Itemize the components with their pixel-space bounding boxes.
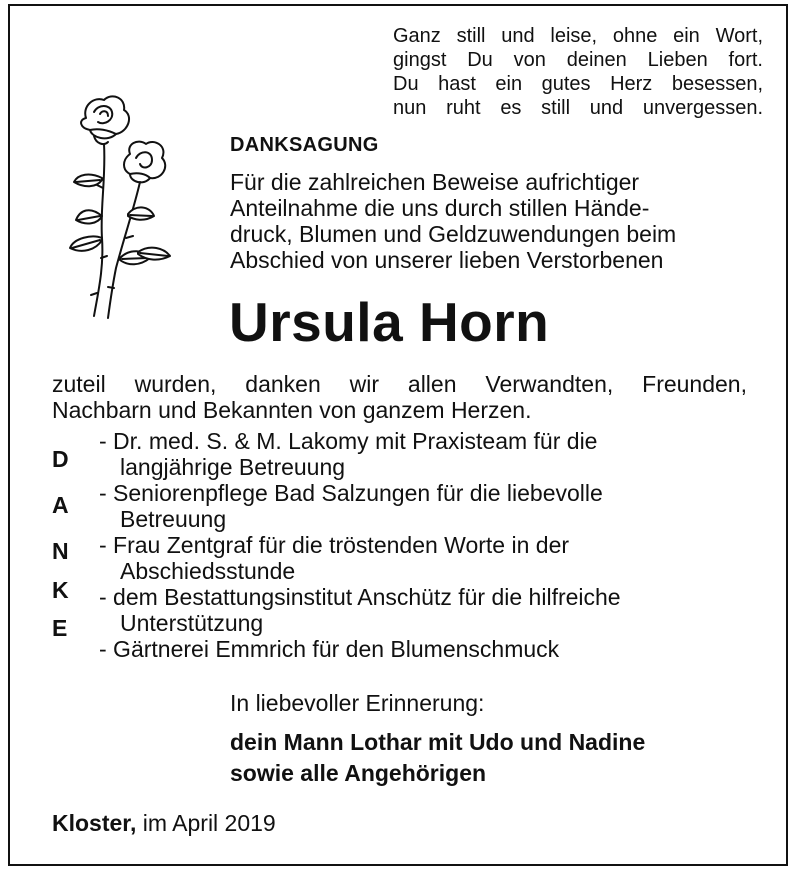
list-item-line: - Frau Zentgraf für die tröstenden Worte in der [99, 532, 570, 558]
list-item [99, 428, 749, 480]
danke-letter: K [52, 577, 69, 603]
intro-line: druck, Blumen und Geldzuwendungen beim [230, 221, 677, 247]
intro-line: Anteilnahme die uns durch stillen Hände- [230, 195, 650, 221]
list-item [99, 636, 749, 662]
list-item [99, 584, 749, 636]
danke-letter: D [52, 446, 69, 472]
heading: DANKSAGUNG [230, 134, 379, 156]
poem-line: nun ruht es still und unvergessen. [393, 97, 763, 119]
list-item [99, 532, 749, 584]
deceased-name: Ursula Horn [229, 291, 550, 353]
list-item-line: langjährige Betreuung [120, 454, 346, 480]
poem [393, 24, 763, 120]
closing-line: In liebevoller Erinnerung: [230, 690, 485, 716]
thanks-line: zuteil wurden, danken wir allen Verwandten, Freunden, [52, 371, 747, 397]
list-item-line: - Gärtnerei Emmrich für den Blumenschmuck [99, 636, 560, 662]
signers [230, 727, 645, 789]
intro-line: Für die zahlreichen Beweise aufrichtiger [230, 169, 640, 195]
rose-icon [64, 88, 184, 328]
list-item [99, 480, 749, 532]
list-item-line: - Seniorenpflege Bad Salzungen für die liebevolle [99, 480, 603, 506]
poem-line: gingst Du von deinen Lieben fort. [393, 49, 763, 71]
list-item-line: Unterstützung [120, 610, 264, 636]
signer-line: sowie alle Angehörigen [230, 760, 487, 786]
list-item-line: - Dr. med. S. & M. Lakomy mit Praxisteam für die [99, 428, 598, 454]
intro-line: Abschied von unserer lieben Verstorbenen [230, 247, 664, 273]
danke-letter: E [52, 615, 68, 641]
intro-text [230, 169, 750, 273]
signer-line: dein Mann Lothar mit Udo und Nadine [230, 729, 646, 755]
list-item-line: Abschiedsstunde [120, 558, 296, 584]
thanks-line: Nachbarn und Bekannten von ganzem Herzen. [52, 397, 532, 423]
list-item-line: - dem Bestattungsinstitut Anschütz für die hilfreiche [99, 584, 621, 610]
footer-place: Kloster, [52, 810, 137, 836]
footer-date: im April 2019 [142, 810, 276, 836]
danke-letter: N [52, 538, 69, 564]
footer [52, 810, 276, 837]
thanks-text [52, 371, 747, 423]
poem-line: Ganz still und leise, ohne ein Wort, [393, 25, 763, 47]
danke-letter: A [52, 492, 69, 518]
thanks-list [99, 428, 749, 662]
poem-line: Du hast ein gutes Herz besessen, [393, 73, 763, 95]
list-item-line: Betreuung [120, 506, 227, 532]
